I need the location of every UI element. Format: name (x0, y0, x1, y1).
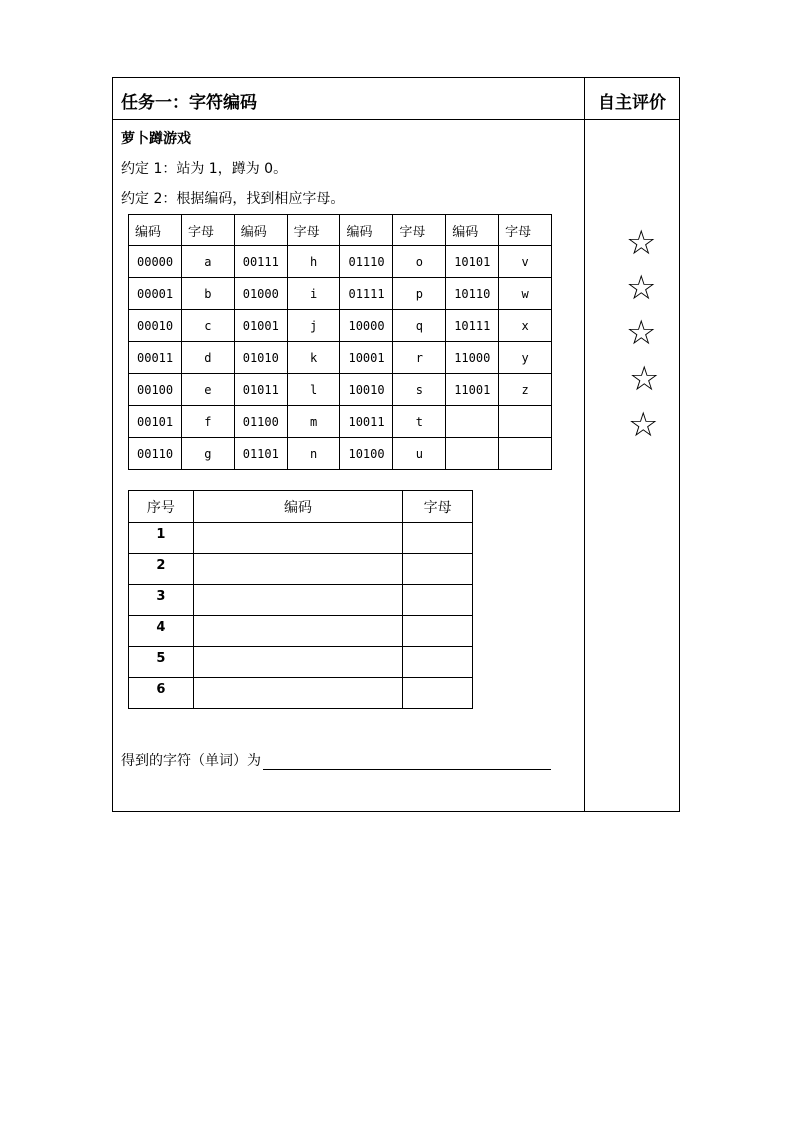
answer-letter-field[interactable] (403, 554, 473, 585)
code-cell: 11001 (446, 374, 499, 406)
header-letter: 字母 (287, 215, 340, 246)
code-cell: 01000 (234, 278, 287, 310)
letter-cell: p (393, 278, 446, 310)
letter-cell: k (287, 342, 340, 374)
code-table-row (129, 438, 552, 470)
result-blank[interactable] (263, 754, 551, 770)
result-line (121, 750, 551, 770)
code-cell: 10011 (340, 406, 393, 438)
letter-cell: c (181, 310, 234, 342)
answer-letter-field[interactable] (403, 647, 473, 678)
code-cell: 00110 (129, 438, 182, 470)
answer-row (129, 585, 473, 616)
star-icon[interactable]: ☆ (626, 268, 657, 308)
letter-cell: r (393, 342, 446, 374)
code-table (128, 214, 552, 470)
letter-cell (499, 438, 552, 470)
answer-table (128, 490, 473, 709)
answer-index: 5 (129, 647, 194, 678)
letter-cell: e (181, 374, 234, 406)
letter-cell: z (499, 374, 552, 406)
code-cell: 00101 (129, 406, 182, 438)
code-cell: 01111 (340, 278, 393, 310)
answer-code-field[interactable] (193, 647, 402, 678)
code-table-row (129, 278, 552, 310)
answer-row (129, 523, 473, 554)
code-cell: 00001 (129, 278, 182, 310)
answer-table-header (129, 491, 473, 523)
answer-code-field[interactable] (193, 523, 402, 554)
answer-index: 2 (129, 554, 194, 585)
answer-code-field[interactable] (193, 616, 402, 647)
letter-cell: a (181, 246, 234, 278)
header-code: 编码 (129, 215, 182, 246)
letter-cell: s (393, 374, 446, 406)
header-code: 编码 (234, 215, 287, 246)
code-table-row (129, 374, 552, 406)
answer-code-field[interactable] (193, 678, 402, 709)
game-title: 萝卜蹲游戏 (121, 131, 191, 147)
letter-cell: y (499, 342, 552, 374)
letter-cell: q (393, 310, 446, 342)
code-cell: 10001 (340, 342, 393, 374)
code-cell: 10101 (446, 246, 499, 278)
code-cell: 01110 (340, 246, 393, 278)
answer-index: 4 (129, 616, 194, 647)
letter-cell: l (287, 374, 340, 406)
rule-2: 约定 2：根据编码，找到相应字母。 (121, 191, 345, 207)
task-title: 任务一：字符编码 (121, 93, 257, 113)
header-letter: 字母 (403, 491, 473, 523)
answer-code-field[interactable] (193, 554, 402, 585)
answer-letter-field[interactable] (403, 616, 473, 647)
answer-row (129, 616, 473, 647)
answer-index: 6 (129, 678, 194, 709)
code-cell: 01001 (234, 310, 287, 342)
code-cell: 01100 (234, 406, 287, 438)
code-table-row (129, 246, 552, 278)
header-letter: 字母 (181, 215, 234, 246)
answer-index: 1 (129, 523, 194, 554)
code-cell: 01010 (234, 342, 287, 374)
code-cell: 00111 (234, 246, 287, 278)
letter-cell: n (287, 438, 340, 470)
column-divider (584, 78, 585, 811)
code-cell: 11000 (446, 342, 499, 374)
header-code: 编码 (193, 491, 402, 523)
code-cell: 01101 (234, 438, 287, 470)
code-cell: 00000 (129, 246, 182, 278)
letter-cell: o (393, 246, 446, 278)
code-cell: 00011 (129, 342, 182, 374)
answer-letter-field[interactable] (403, 678, 473, 709)
header-code: 编码 (340, 215, 393, 246)
header-divider (113, 119, 679, 120)
code-cell: 01011 (234, 374, 287, 406)
code-cell: 10100 (340, 438, 393, 470)
code-table-row (129, 310, 552, 342)
letter-cell: m (287, 406, 340, 438)
code-table-row (129, 342, 552, 374)
letter-cell: j (287, 310, 340, 342)
code-cell: 10010 (340, 374, 393, 406)
header-code: 编码 (446, 215, 499, 246)
header-letter: 字母 (499, 215, 552, 246)
answer-row (129, 554, 473, 585)
code-cell: 10000 (340, 310, 393, 342)
answer-letter-field[interactable] (403, 585, 473, 616)
letter-cell: f (181, 406, 234, 438)
answer-index: 3 (129, 585, 194, 616)
letter-cell: w (499, 278, 552, 310)
code-table-header (129, 215, 552, 246)
letter-cell: u (393, 438, 446, 470)
answer-row (129, 647, 473, 678)
code-cell: 00010 (129, 310, 182, 342)
task-sheet (112, 77, 680, 812)
letter-cell: g (181, 438, 234, 470)
letter-cell: d (181, 342, 234, 374)
rule-1: 约定 1：站为 1，蹲为 0。 (121, 161, 288, 177)
code-cell: 10110 (446, 278, 499, 310)
code-cell (446, 406, 499, 438)
header-index: 序号 (129, 491, 194, 523)
star-icon[interactable]: ☆ (628, 405, 659, 445)
star-icon[interactable]: ☆ (626, 223, 657, 263)
letter-cell: b (181, 278, 234, 310)
code-cell: 00100 (129, 374, 182, 406)
code-cell (446, 438, 499, 470)
star-icon[interactable]: ☆ (629, 359, 660, 399)
letter-cell: v (499, 246, 552, 278)
answer-letter-field[interactable] (403, 523, 473, 554)
result-label: 得到的字符（单词）为 (121, 753, 261, 769)
header-letter: 字母 (393, 215, 446, 246)
code-cell: 10111 (446, 310, 499, 342)
code-table-row (129, 406, 552, 438)
letter-cell: x (499, 310, 552, 342)
letter-cell: t (393, 406, 446, 438)
star-icon[interactable]: ☆ (626, 313, 657, 353)
letter-cell (499, 406, 552, 438)
answer-row (129, 678, 473, 709)
answer-code-field[interactable] (193, 585, 402, 616)
letter-cell: h (287, 246, 340, 278)
self-evaluation-title: 自主评价 (598, 93, 666, 113)
letter-cell: i (287, 278, 340, 310)
